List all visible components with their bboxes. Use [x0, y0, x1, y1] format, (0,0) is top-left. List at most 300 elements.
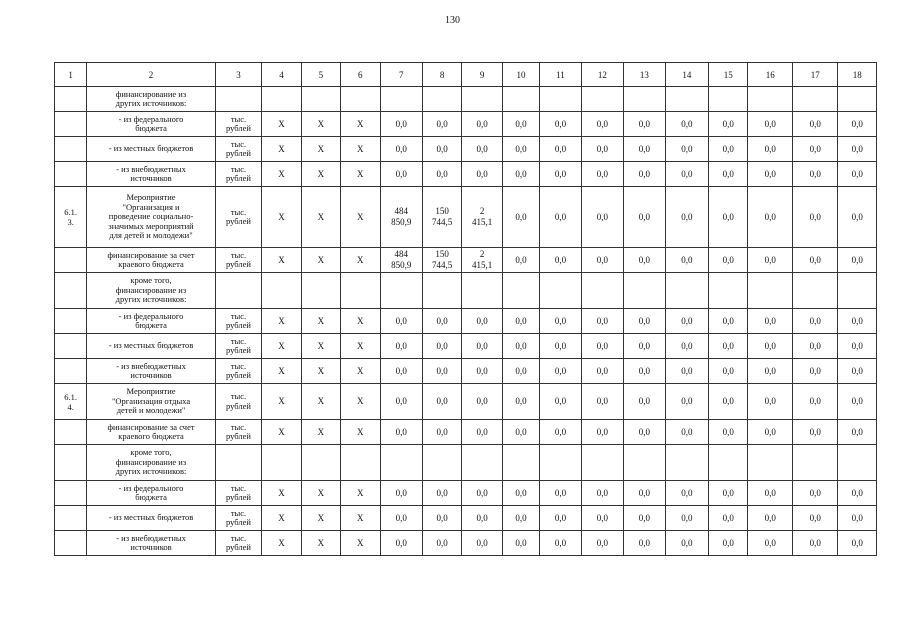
value-cell: 0,0	[540, 506, 581, 531]
value-cell: 0,0	[540, 187, 581, 248]
value-cell: 0,0	[380, 420, 422, 445]
value-cell	[581, 445, 623, 481]
value-cell: 0,0	[581, 531, 623, 556]
column-header: 5	[301, 63, 340, 87]
value-cell: 0,0	[581, 309, 623, 334]
value-cell: Х	[301, 384, 340, 420]
value-cell: 0,0	[462, 334, 502, 359]
value-cell: 0,0	[624, 531, 665, 556]
column-header: 8	[422, 63, 461, 87]
table-row	[55, 384, 877, 420]
value-cell: 0,0	[665, 137, 708, 162]
unit-cell: тыс. рублей	[215, 162, 262, 187]
table-row	[55, 506, 877, 531]
value-cell: 0,0	[462, 359, 502, 384]
value-cell: Х	[341, 334, 380, 359]
value-cell: 0,0	[792, 420, 837, 445]
value-cell: 0,0	[380, 137, 422, 162]
item-name: Мероприятие "Организация отдыха детей и молодежи"	[87, 384, 215, 420]
value-cell: 0,0	[748, 334, 792, 359]
value-cell: 0,0	[502, 137, 539, 162]
value-cell: 150 744,5	[422, 248, 461, 273]
value-cell	[709, 273, 748, 309]
item-number	[55, 481, 87, 506]
value-cell: 0,0	[838, 309, 877, 334]
value-cell: 0,0	[624, 187, 665, 248]
value-cell	[748, 87, 792, 112]
unit-cell	[215, 445, 262, 481]
value-cell	[502, 273, 539, 309]
value-cell: 0,0	[581, 481, 623, 506]
value-cell: 0,0	[624, 420, 665, 445]
value-cell: 0,0	[380, 481, 422, 506]
table-row	[55, 273, 877, 309]
value-cell: 0,0	[502, 359, 539, 384]
value-cell: 0,0	[748, 162, 792, 187]
value-cell: Х	[262, 137, 301, 162]
item-name: - из федерального бюджета	[87, 112, 215, 137]
value-cell: 0,0	[838, 112, 877, 137]
value-cell: 0,0	[462, 309, 502, 334]
value-cell	[422, 445, 461, 481]
unit-cell: тыс. рублей	[215, 112, 262, 137]
value-cell	[301, 273, 340, 309]
value-cell: 0,0	[748, 531, 792, 556]
value-cell: 0,0	[665, 162, 708, 187]
value-cell	[624, 445, 665, 481]
value-cell: Х	[262, 187, 301, 248]
value-cell: 0,0	[540, 137, 581, 162]
value-cell: Х	[262, 359, 301, 384]
value-cell: 0,0	[665, 334, 708, 359]
unit-cell: тыс. рублей	[215, 531, 262, 556]
value-cell	[301, 87, 340, 112]
value-cell: 0,0	[838, 187, 877, 248]
value-cell: 0,0	[380, 112, 422, 137]
value-cell	[792, 273, 837, 309]
column-header: 9	[462, 63, 502, 87]
value-cell: 0,0	[462, 137, 502, 162]
value-cell: 0,0	[502, 248, 539, 273]
value-cell: 0,0	[792, 112, 837, 137]
value-cell: 2 415,1	[462, 248, 502, 273]
item-name: - из местных бюджетов	[87, 334, 215, 359]
value-cell: Х	[262, 506, 301, 531]
value-cell: 0,0	[502, 309, 539, 334]
value-cell: Х	[301, 481, 340, 506]
value-cell	[502, 445, 539, 481]
value-cell: 0,0	[838, 162, 877, 187]
item-name: - из местных бюджетов	[87, 506, 215, 531]
value-cell: Х	[262, 384, 301, 420]
value-cell: Х	[301, 309, 340, 334]
value-cell: Х	[341, 420, 380, 445]
value-cell: 0,0	[540, 531, 581, 556]
value-cell: 0,0	[581, 384, 623, 420]
value-cell: 0,0	[624, 309, 665, 334]
item-name: - из внебюджетных источников	[87, 162, 215, 187]
value-cell	[422, 87, 461, 112]
column-header: 7	[380, 63, 422, 87]
value-cell: Х	[262, 531, 301, 556]
value-cell: 0,0	[502, 162, 539, 187]
value-cell: Х	[262, 481, 301, 506]
item-name: - из местных бюджетов	[87, 137, 215, 162]
value-cell: 0,0	[792, 309, 837, 334]
table-row	[55, 137, 877, 162]
value-cell	[462, 87, 502, 112]
value-cell: Х	[301, 248, 340, 273]
value-cell: 0,0	[502, 420, 539, 445]
value-cell: Х	[341, 531, 380, 556]
value-cell: 0,0	[462, 420, 502, 445]
value-cell: 0,0	[748, 506, 792, 531]
item-name: кроме того, финансирование из других источников:	[87, 273, 215, 309]
value-cell: Х	[341, 162, 380, 187]
value-cell: 0,0	[380, 334, 422, 359]
table-row	[55, 334, 877, 359]
value-cell	[792, 445, 837, 481]
value-cell: 0,0	[665, 187, 708, 248]
value-cell: Х	[341, 112, 380, 137]
value-cell: 0,0	[838, 359, 877, 384]
value-cell	[380, 445, 422, 481]
value-cell	[665, 273, 708, 309]
value-cell: 484 850,9	[380, 248, 422, 273]
value-cell	[341, 87, 380, 112]
value-cell: 0,0	[380, 531, 422, 556]
value-cell	[792, 87, 837, 112]
value-cell: 0,0	[581, 162, 623, 187]
item-number	[55, 248, 87, 273]
value-cell: Х	[262, 162, 301, 187]
value-cell: 0,0	[665, 420, 708, 445]
table-row	[55, 481, 877, 506]
value-cell: 0,0	[540, 112, 581, 137]
value-cell: 0,0	[709, 359, 748, 384]
value-cell: 0,0	[792, 334, 837, 359]
value-cell: 0,0	[748, 112, 792, 137]
value-cell: 0,0	[462, 531, 502, 556]
value-cell: 0,0	[380, 506, 422, 531]
value-cell: 0,0	[665, 531, 708, 556]
value-cell: 0,0	[502, 384, 539, 420]
value-cell: 0,0	[709, 420, 748, 445]
value-cell: 0,0	[709, 506, 748, 531]
value-cell: 0,0	[624, 334, 665, 359]
value-cell: 0,0	[422, 384, 461, 420]
column-header: 15	[709, 63, 748, 87]
value-cell	[540, 87, 581, 112]
value-cell: 0,0	[624, 359, 665, 384]
value-cell: 0,0	[838, 506, 877, 531]
value-cell: 0,0	[422, 334, 461, 359]
value-cell: 0,0	[709, 309, 748, 334]
value-cell: 0,0	[665, 506, 708, 531]
value-cell: 0,0	[665, 384, 708, 420]
unit-cell: тыс. рублей	[215, 137, 262, 162]
value-cell: 0,0	[422, 112, 461, 137]
item-number	[55, 531, 87, 556]
value-cell	[422, 273, 461, 309]
value-cell	[380, 273, 422, 309]
value-cell: 0,0	[581, 506, 623, 531]
item-number: 6.1. 3.	[55, 187, 87, 248]
column-header: 4	[262, 63, 301, 87]
value-cell: 0,0	[665, 112, 708, 137]
value-cell: 0,0	[581, 334, 623, 359]
value-cell: 0,0	[422, 420, 461, 445]
value-cell	[581, 87, 623, 112]
value-cell: 0,0	[748, 420, 792, 445]
value-cell: 0,0	[838, 481, 877, 506]
value-cell: 0,0	[462, 481, 502, 506]
value-cell: 0,0	[581, 112, 623, 137]
value-cell: 0,0	[665, 248, 708, 273]
item-number	[55, 137, 87, 162]
value-cell: Х	[301, 531, 340, 556]
value-cell: 0,0	[665, 309, 708, 334]
value-cell	[665, 445, 708, 481]
value-cell	[341, 445, 380, 481]
table-row	[55, 87, 877, 112]
value-cell: 0,0	[502, 112, 539, 137]
value-cell: 0,0	[665, 481, 708, 506]
value-cell: 0,0	[540, 384, 581, 420]
value-cell: 0,0	[838, 334, 877, 359]
item-number	[55, 87, 87, 112]
value-cell	[301, 445, 340, 481]
value-cell: 0,0	[581, 420, 623, 445]
value-cell	[380, 87, 422, 112]
table-row	[55, 420, 877, 445]
item-name: финансирование за счет краевого бюджета	[87, 248, 215, 273]
value-cell: 0,0	[502, 334, 539, 359]
value-cell: 0,0	[748, 384, 792, 420]
value-cell: 0,0	[792, 481, 837, 506]
value-cell: Х	[301, 506, 340, 531]
table-row	[55, 445, 877, 481]
value-cell: Х	[262, 420, 301, 445]
value-cell: Х	[341, 187, 380, 248]
value-cell	[709, 445, 748, 481]
value-cell: 0,0	[792, 187, 837, 248]
value-cell: 0,0	[422, 162, 461, 187]
value-cell: 0,0	[624, 162, 665, 187]
value-cell: 0,0	[502, 506, 539, 531]
column-header: 6	[341, 63, 380, 87]
value-cell: Х	[341, 137, 380, 162]
value-cell: 0,0	[792, 248, 837, 273]
item-number	[55, 420, 87, 445]
value-cell: 0,0	[709, 112, 748, 137]
column-header: 11	[540, 63, 581, 87]
value-cell: 0,0	[709, 334, 748, 359]
value-cell	[341, 273, 380, 309]
unit-cell: тыс. рублей	[215, 481, 262, 506]
column-header: 17	[792, 63, 837, 87]
value-cell: 0,0	[422, 531, 461, 556]
value-cell: 0,0	[748, 359, 792, 384]
value-cell: 0,0	[540, 359, 581, 384]
header-row	[55, 63, 877, 87]
value-cell	[262, 273, 301, 309]
value-cell: Х	[341, 384, 380, 420]
item-number	[55, 112, 87, 137]
column-header: 10	[502, 63, 539, 87]
value-cell: 0,0	[748, 248, 792, 273]
budget-table	[54, 62, 877, 556]
value-cell: 0,0	[540, 309, 581, 334]
column-header: 1	[55, 63, 87, 87]
value-cell: 0,0	[748, 187, 792, 248]
unit-cell: тыс. рублей	[215, 334, 262, 359]
value-cell	[624, 87, 665, 112]
value-cell	[748, 445, 792, 481]
value-cell: 0,0	[748, 481, 792, 506]
value-cell: 0,0	[380, 309, 422, 334]
value-cell: 0,0	[792, 137, 837, 162]
value-cell: 0,0	[422, 506, 461, 531]
table-row	[55, 162, 877, 187]
item-number	[55, 359, 87, 384]
value-cell: 0,0	[792, 506, 837, 531]
value-cell: 0,0	[709, 481, 748, 506]
value-cell: 0,0	[422, 309, 461, 334]
value-cell: Х	[262, 112, 301, 137]
item-number	[55, 273, 87, 309]
value-cell: 0,0	[624, 384, 665, 420]
table-row	[55, 359, 877, 384]
value-cell: 0,0	[709, 531, 748, 556]
value-cell	[624, 273, 665, 309]
value-cell	[838, 87, 877, 112]
unit-cell: тыс. рублей	[215, 187, 262, 248]
value-cell	[502, 87, 539, 112]
unit-cell: тыс. рублей	[215, 248, 262, 273]
item-number	[55, 162, 87, 187]
column-header: 16	[748, 63, 792, 87]
value-cell: 0,0	[624, 481, 665, 506]
unit-cell: тыс. рублей	[215, 506, 262, 531]
table-row	[55, 309, 877, 334]
item-name: - из федерального бюджета	[87, 309, 215, 334]
value-cell: 0,0	[540, 481, 581, 506]
value-cell: 0,0	[624, 112, 665, 137]
value-cell	[262, 445, 301, 481]
unit-cell	[215, 273, 262, 309]
column-header: 13	[624, 63, 665, 87]
value-cell: 0,0	[540, 420, 581, 445]
table-row	[55, 248, 877, 273]
value-cell: 0,0	[665, 359, 708, 384]
column-header: 2	[87, 63, 215, 87]
item-number	[55, 506, 87, 531]
value-cell: Х	[301, 420, 340, 445]
value-cell	[262, 87, 301, 112]
column-header: 14	[665, 63, 708, 87]
value-cell: 0,0	[462, 112, 502, 137]
value-cell: 0,0	[380, 162, 422, 187]
value-cell	[462, 445, 502, 481]
value-cell: Х	[341, 506, 380, 531]
value-cell	[665, 87, 708, 112]
value-cell: 0,0	[792, 384, 837, 420]
value-cell: 2 415,1	[462, 187, 502, 248]
value-cell	[838, 273, 877, 309]
table-row	[55, 112, 877, 137]
value-cell: 0,0	[748, 137, 792, 162]
unit-cell: тыс. рублей	[215, 359, 262, 384]
value-cell	[709, 87, 748, 112]
item-number	[55, 309, 87, 334]
value-cell: 0,0	[581, 359, 623, 384]
value-cell: 0,0	[709, 384, 748, 420]
value-cell: 0,0	[792, 359, 837, 384]
value-cell: 0,0	[462, 506, 502, 531]
value-cell: 0,0	[462, 162, 502, 187]
value-cell: 0,0	[540, 162, 581, 187]
value-cell: 484 850,9	[380, 187, 422, 248]
item-name: финансирование из других источников:	[87, 87, 215, 112]
unit-cell	[215, 87, 262, 112]
column-header: 3	[215, 63, 262, 87]
value-cell: Х	[262, 248, 301, 273]
value-cell: Х	[341, 359, 380, 384]
unit-cell: тыс. рублей	[215, 309, 262, 334]
value-cell: 0,0	[502, 187, 539, 248]
column-header: 12	[581, 63, 623, 87]
value-cell: 150 744,5	[422, 187, 461, 248]
item-number	[55, 445, 87, 481]
value-cell: Х	[262, 334, 301, 359]
value-cell: 0,0	[502, 481, 539, 506]
value-cell: Х	[341, 481, 380, 506]
value-cell: 0,0	[709, 248, 748, 273]
value-cell: Х	[301, 187, 340, 248]
value-cell: 0,0	[540, 248, 581, 273]
value-cell: 0,0	[709, 187, 748, 248]
value-cell: 0,0	[581, 248, 623, 273]
value-cell: 0,0	[380, 384, 422, 420]
value-cell: 0,0	[422, 481, 461, 506]
value-cell: 0,0	[422, 137, 461, 162]
value-cell: 0,0	[838, 531, 877, 556]
value-cell: Х	[301, 359, 340, 384]
unit-cell: тыс. рублей	[215, 384, 262, 420]
value-cell: 0,0	[838, 384, 877, 420]
value-cell	[462, 273, 502, 309]
value-cell: 0,0	[462, 384, 502, 420]
value-cell: Х	[301, 162, 340, 187]
value-cell: 0,0	[624, 137, 665, 162]
item-name: - из внебюджетных источников	[87, 531, 215, 556]
value-cell: 0,0	[581, 187, 623, 248]
value-cell	[540, 445, 581, 481]
value-cell: 0,0	[380, 359, 422, 384]
table-body	[55, 87, 877, 556]
value-cell: 0,0	[581, 137, 623, 162]
value-cell	[838, 445, 877, 481]
item-name: финансирование за счет краевого бюджета	[87, 420, 215, 445]
value-cell: 0,0	[709, 137, 748, 162]
value-cell: Х	[301, 334, 340, 359]
table-row	[55, 187, 877, 248]
value-cell: 0,0	[838, 248, 877, 273]
value-cell: Х	[301, 137, 340, 162]
table-row	[55, 531, 877, 556]
item-name: Мероприятие "Организация и проведение социально- значимых мероприятий для детей и молодежи"	[87, 187, 215, 248]
